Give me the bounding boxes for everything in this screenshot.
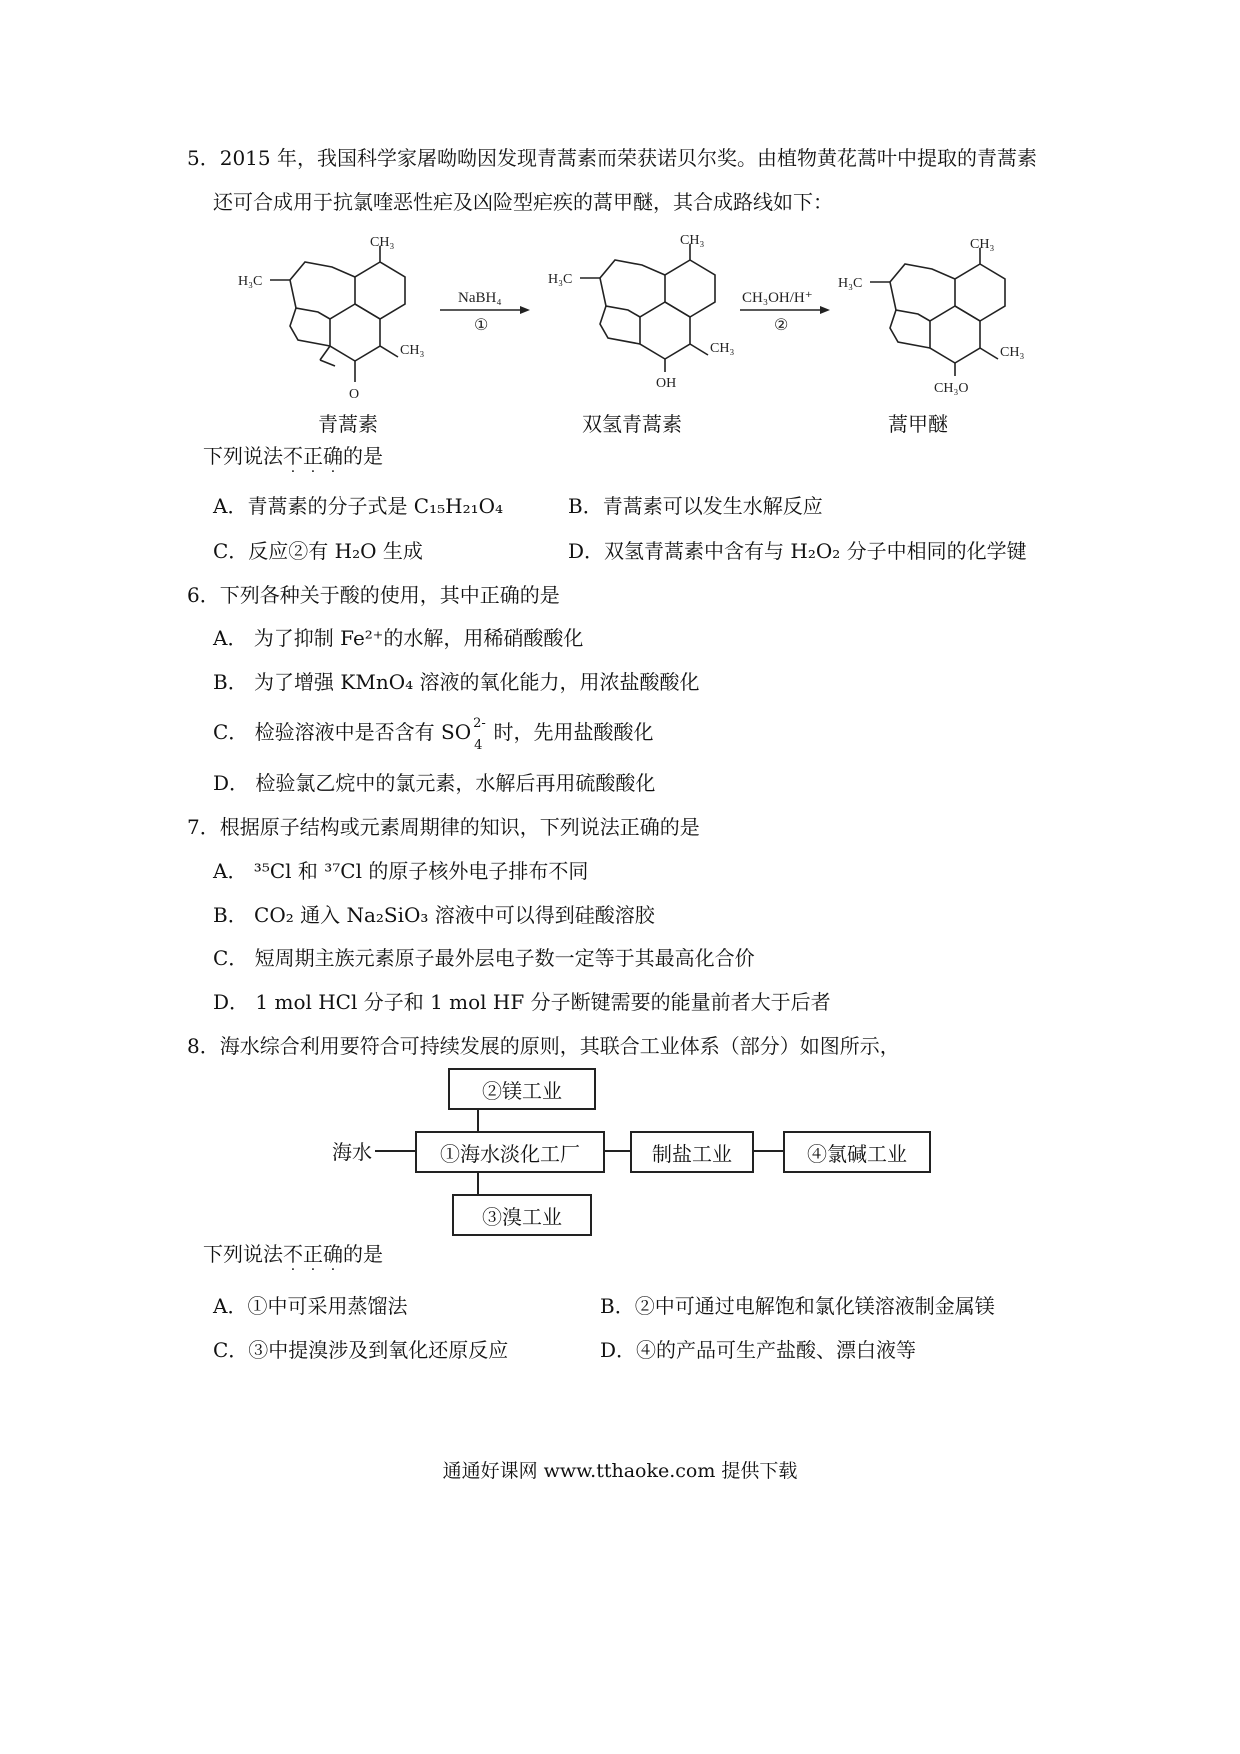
sulfate-indices xyxy=(471,715,487,753)
q6-option-c-pre: C． 检验溶液中是否含有 SO xyxy=(213,720,472,744)
q5-line2: 还可合成用于抗氯喹恶性疟及凶险型疟疾的蒿甲醚，其合成路线如下： xyxy=(213,190,833,214)
atom-o-carbonyl: O xyxy=(349,387,360,402)
q5-line1: 5．2015 年，我国科学家屠呦呦因发现青蒿素而荣获诺贝尔奖。由植物黄花蒿叶中提取的青蒿素 xyxy=(187,146,1037,170)
q6-option-d: D． 检验氯乙烷中的氯元素，水解后再用硫酸酸化 xyxy=(213,771,656,795)
industry-diagram-connectors xyxy=(0,1060,1240,1260)
atom-ch3-top-3: CH₃ xyxy=(970,237,995,252)
q5-option-b: B．青蒿素可以发生水解反应 xyxy=(568,494,823,518)
q7-title: 7．根据原子结构或元素周期律的知识，下列说法正确的是 xyxy=(187,815,700,839)
atom-ch3-top-2: CH₃ xyxy=(680,233,705,248)
q8-option-a: A．①中可采用蒸馏法 xyxy=(213,1294,408,1318)
emphasis-dots-q5: · · · xyxy=(290,464,336,480)
q5-option-d: D．双氢青蒿素中含有与 H₂O₂ 分子中相同的化学键 xyxy=(568,539,1027,563)
artemisinin-structure xyxy=(270,246,405,382)
label-dihydroartemisinin: 双氢青蒿素 xyxy=(582,412,682,436)
box-bromine-industry: ③溴工业 xyxy=(452,1194,592,1236)
q8-option-d: D．④的产品可生产盐酸、漂白液等 xyxy=(600,1338,917,1362)
q5-option-c: C．反应②有 H₂O 生成 xyxy=(213,539,423,563)
artemether-structure xyxy=(870,248,1005,376)
box-salt-industry: 制盐工业 xyxy=(630,1131,754,1173)
atom-h3c-2: H₃C xyxy=(548,272,573,287)
q7-option-d: D． 1 mol HCl 分子和 1 mol HF 分子断键需要的能量前者大于后者 xyxy=(213,990,831,1014)
box-desalination-plant: ①海水淡化工厂 xyxy=(415,1131,605,1173)
atom-h3c-1: H₃C xyxy=(238,274,263,289)
atom-oh: OH xyxy=(656,376,677,391)
atom-ch3-side-3: CH₃ xyxy=(1000,345,1025,360)
reagent-nabh4: NaBH₄ xyxy=(458,290,502,306)
step-2-label: ② xyxy=(774,317,789,334)
label-artemether: 蒿甲醚 xyxy=(888,412,948,436)
reagent-methanol-acid: CH₃OH/H⁺ xyxy=(742,290,813,306)
q8-title: 8．海水综合利用要符合可持续发展的原则，其联合工业体系（部分）如图所示， xyxy=(187,1034,900,1058)
q7-option-c: C． 短周期主族元素原子最外层电子数一定等于其最高化合价 xyxy=(213,946,755,970)
dihydroartemisinin-structure xyxy=(580,244,715,372)
q5-stem: 下列说法不正确的是 xyxy=(203,444,383,468)
q6-option-b: B． 为了增强 KMnO₄ 溶液的氧化能力，用浓盐酸酸化 xyxy=(213,670,700,694)
q5-option-a: A．青蒿素的分子式是 C₁₅H₂₁O₄ xyxy=(213,494,504,518)
synthesis-scheme xyxy=(0,232,1240,432)
atom-ch3-top-1: CH₃ xyxy=(370,235,395,250)
q8-stem: 下列说法不正确的是 xyxy=(203,1242,383,1266)
box-magnesium-industry: ②镁工业 xyxy=(448,1068,596,1110)
q6-title: 6．下列各种关于酸的使用，其中正确的是 xyxy=(187,583,560,607)
atom-ch3-side-1: CH₃ xyxy=(400,343,425,358)
atom-h3c-3: H₃C xyxy=(838,276,863,291)
label-artemisinin: 青蒿素 xyxy=(318,412,378,436)
step-1-label: ① xyxy=(474,317,489,334)
q6-option-a: A． 为了抑制 Fe²⁺的水解，用稀硝酸酸化 xyxy=(213,626,584,650)
sulfate-subscript: 4 xyxy=(474,737,483,753)
q8-option-b: B．②中可通过电解饱和氯化镁溶液制金属镁 xyxy=(600,1294,995,1318)
q6-option-c-post: 时，先用盐酸酸化 xyxy=(487,720,654,744)
q6-option-c xyxy=(213,715,654,753)
q8-option-c: C．③中提溴涉及到氧化还原反应 xyxy=(213,1338,509,1362)
atom-ch3o: CH₃O xyxy=(934,381,969,396)
q7-option-b: B． CO₂ 通入 Na₂SiO₃ 溶液中可以得到硅酸溶胶 xyxy=(213,903,655,927)
sulfate-charge: 2- xyxy=(473,715,486,731)
q7-option-a: A． ³⁵Cl 和 ³⁷Cl 的原子核外电子排布不同 xyxy=(213,859,589,883)
emphasis-dots-q8: · · · xyxy=(290,1262,336,1278)
label-seawater: 海水 xyxy=(332,1140,372,1164)
box-chloralkali-industry: ④氯碱工业 xyxy=(783,1131,931,1173)
atom-ch3-side-2: CH₃ xyxy=(710,341,735,356)
page-footer: 通通好课网 www.tthaoke.com 提供下载 xyxy=(442,1460,798,1482)
